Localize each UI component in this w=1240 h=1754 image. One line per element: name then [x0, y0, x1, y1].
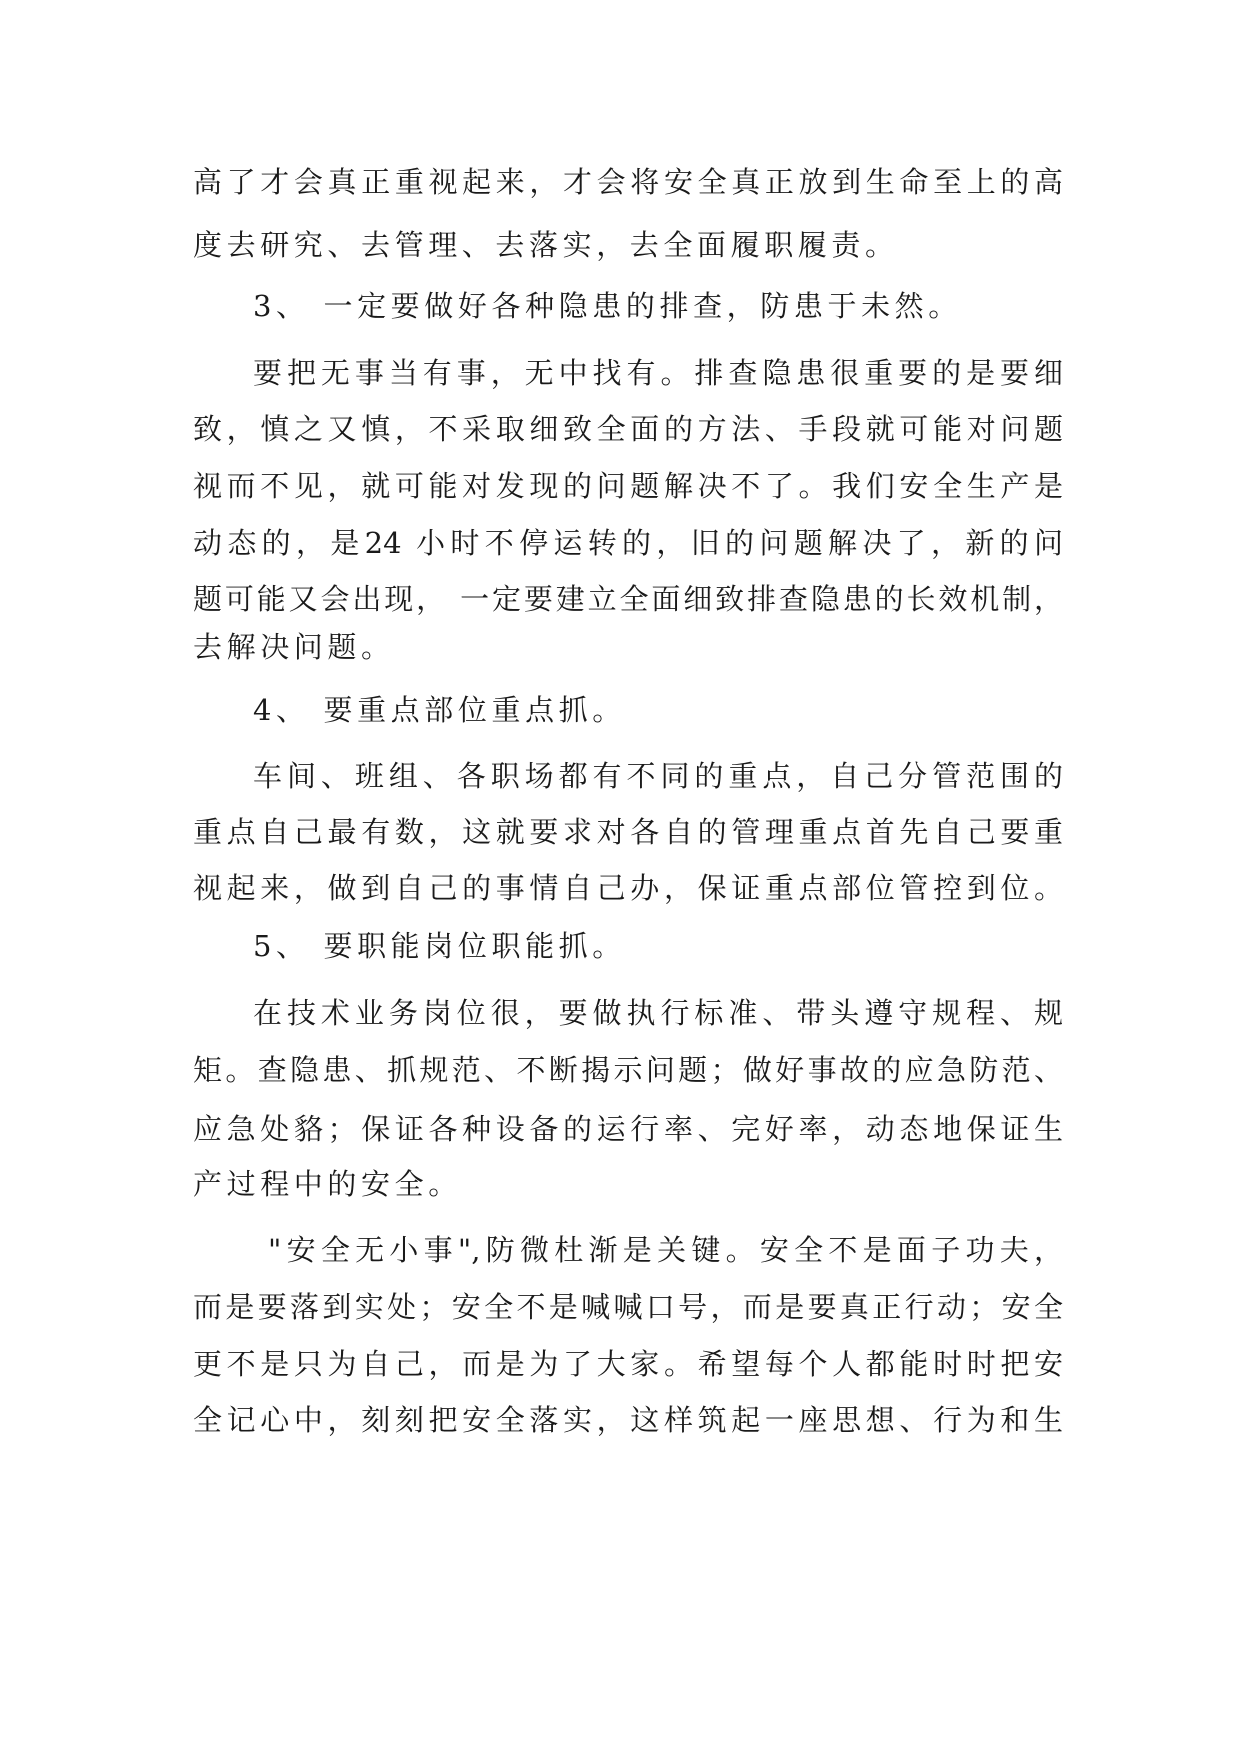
text-line: 在技术业务岗位很，要做执行标准、带头遵守规程、规 [253, 996, 1063, 1030]
text-line: 全记心中，刻刻把安全落实，这样筑起一座思想、行为和生 [193, 1403, 1063, 1437]
text-line: 动态的，是24 小时不停运转的，旧的问题解决了，新的问 [193, 526, 1063, 560]
section-heading: 4、 要重点部位重点抓。 [253, 693, 626, 727]
text-line: 而是要落到实处；安全不是喊喊口号，而是要真正行动；安全 [193, 1290, 1063, 1324]
text-line: 去解决问题。 [193, 630, 395, 664]
text-line: 车间、班组、各职场都有不同的重点，自己分管范围的 [253, 759, 1063, 793]
text-line: 应急处貉；保证各种设备的运行率、完好率，动态地保证生 [193, 1112, 1063, 1146]
text-line: 视而不见，就可能对发现的问题解决不了。我们安全生产是 [193, 469, 1063, 503]
text-line: 更不是只为自己，而是为了大家。希望每个人都能时时把安 [193, 1347, 1063, 1381]
section-heading: 3、 一定要做好各种隐患的排查，防患于未然。 [253, 289, 962, 323]
text-line: 产过程中的安全。 [193, 1167, 462, 1201]
text-line: 矩。查隐患、抓规范、不断揭示问题；做好事故的应急防范、 [193, 1053, 1063, 1087]
text-line: 度去研究、去管理、去落实，去全面履职履责。 [193, 228, 899, 262]
text-line: 重点自己最有数，这就要求对各自的管理重点首先自己要重 [193, 815, 1063, 849]
text-line: 致，慎之又慎，不采取细致全面的方法、手段就可能对问题 [193, 412, 1063, 446]
text-line: "安全无小事",防微杜渐是关键。安全不是面子功夫， [268, 1233, 1063, 1267]
text-line: 要把无事当有事，无中找有。排查隐患很重要的是要细 [253, 356, 1063, 390]
text-line: 题可能又会出现， 一定要建立全面细致排查隐患的长效机制， [193, 582, 1063, 616]
text-line: 视起来，做到自己的事情自己办，保证重点部位管控到位。 [193, 871, 1063, 905]
section-heading: 5、 要职能岗位职能抓。 [253, 929, 626, 963]
text-line: 高了才会真正重视起来，才会将安全真正放到生命至上的高 [193, 165, 1063, 199]
